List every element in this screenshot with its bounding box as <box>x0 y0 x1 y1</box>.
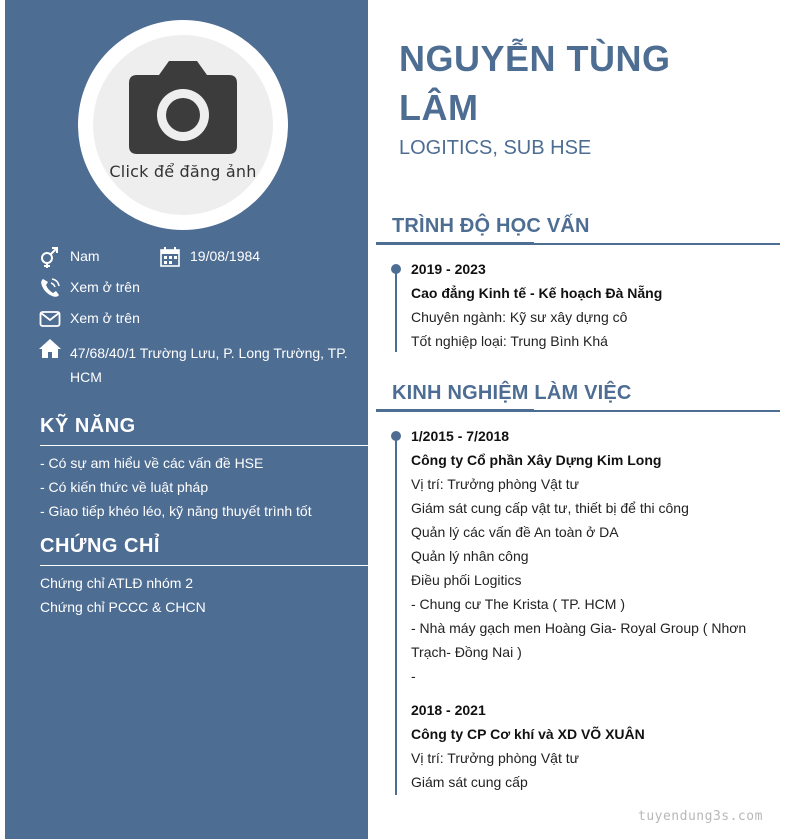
camera-icon <box>129 61 237 154</box>
address-value <box>70 341 348 389</box>
experience-detail: - Chung cư The Krista ( TP. HCM ) <box>411 596 625 612</box>
phone-icon <box>39 277 61 299</box>
address-line-1: 47/68/40/1 Trường Lưu, P. Long Trường, TP. <box>70 345 348 361</box>
experience-detail: - <box>411 668 416 684</box>
experience-heading: KINH NGHIỆM LÀM VIỆC <box>392 382 632 404</box>
candidate-name <box>399 34 729 132</box>
experience-detail: Giám sát cung cấp vật tư, thiết bị để thi công <box>411 500 689 516</box>
calendar-icon <box>159 246 181 268</box>
education-timeline <box>395 268 397 352</box>
skills-divider <box>40 445 368 446</box>
experience-detail: Vị trí: Trưởng phòng Vật tư <box>411 750 579 766</box>
skills-heading: KỸ NĂNG <box>40 415 136 437</box>
experience-detail: Quản lý nhân công <box>411 548 529 564</box>
watermark: tuyendung3s.com <box>638 809 763 824</box>
experience-divider-accent <box>376 409 534 412</box>
home-icon <box>39 338 61 360</box>
name-line-1: NGUYỄN TÙNG <box>399 38 671 79</box>
experience-period: 2018 - 2021 <box>411 702 486 718</box>
email-icon <box>39 308 61 330</box>
timeline-dot <box>391 431 401 441</box>
education-divider-accent <box>376 242 534 245</box>
certificates-divider <box>40 565 368 566</box>
education-grade: Tốt nghiệp loại: Trung Bình Khá <box>411 333 608 349</box>
experience-detail: Điều phối Logitics <box>411 572 522 588</box>
experience-detail: Vị trí: Trưởng phòng Vật tư <box>411 476 579 492</box>
avatar-caption: Click để đăng ảnh <box>109 162 257 181</box>
skill-item: - Có sự am hiểu về các vấn đề HSE <box>40 455 264 471</box>
education-school: Cao đẳng Kinh tế - Kế hoạch Đà Nẵng <box>411 285 663 301</box>
avatar-placeholder[interactable] <box>93 35 273 215</box>
education-major: Chuyên ngành: Kỹ sư xây dựng cô <box>411 309 628 325</box>
sidebar <box>5 0 368 839</box>
birthday-value: 19/08/1984 <box>190 248 261 264</box>
experience-detail: Giám sát cung cấp <box>411 774 528 790</box>
gender-value: Nam <box>70 248 100 264</box>
experience-detail: - Nhà máy gạch men Hoàng Gia- Royal Group ( Nhơn <box>411 620 747 636</box>
certificate-item: Chứng chỉ ATLĐ nhóm 2 <box>40 575 194 591</box>
job-title: LOGITICS, SUB HSE <box>399 137 592 159</box>
gender-icon <box>39 246 61 268</box>
experience-company: Công ty CP Cơ khí và XD VÕ XUÂN <box>411 726 645 742</box>
name-line-2: LÂM <box>399 87 479 128</box>
certificates-heading: CHỨNG CHỈ <box>40 535 160 557</box>
skill-item: - Có kiến thức về luật pháp <box>40 479 209 495</box>
experience-company: Công ty Cổ phần Xây Dựng Kim Long <box>411 452 662 468</box>
experience-timeline <box>395 435 397 795</box>
certificate-item: Chứng chỉ PCCC & CHCN <box>40 599 206 615</box>
email-value: Xem ở trên <box>70 310 140 326</box>
address-line-2: HCM <box>70 369 102 385</box>
timeline-dot <box>391 264 401 274</box>
avatar[interactable] <box>78 20 288 230</box>
education-heading: TRÌNH ĐỘ HỌC VẤN <box>392 215 590 237</box>
phone-value: Xem ở trên <box>70 279 140 295</box>
experience-detail: Quản lý các vấn đề An toàn ở DA <box>411 524 619 540</box>
experience-detail: Trạch- Đồng Nai ) <box>411 644 522 660</box>
skill-item: - Giao tiếp khéo léo, kỹ năng thuyết trình tốt <box>40 503 312 519</box>
experience-period: 1/2015 - 7/2018 <box>411 428 510 444</box>
education-period: 2019 - 2023 <box>411 261 486 277</box>
